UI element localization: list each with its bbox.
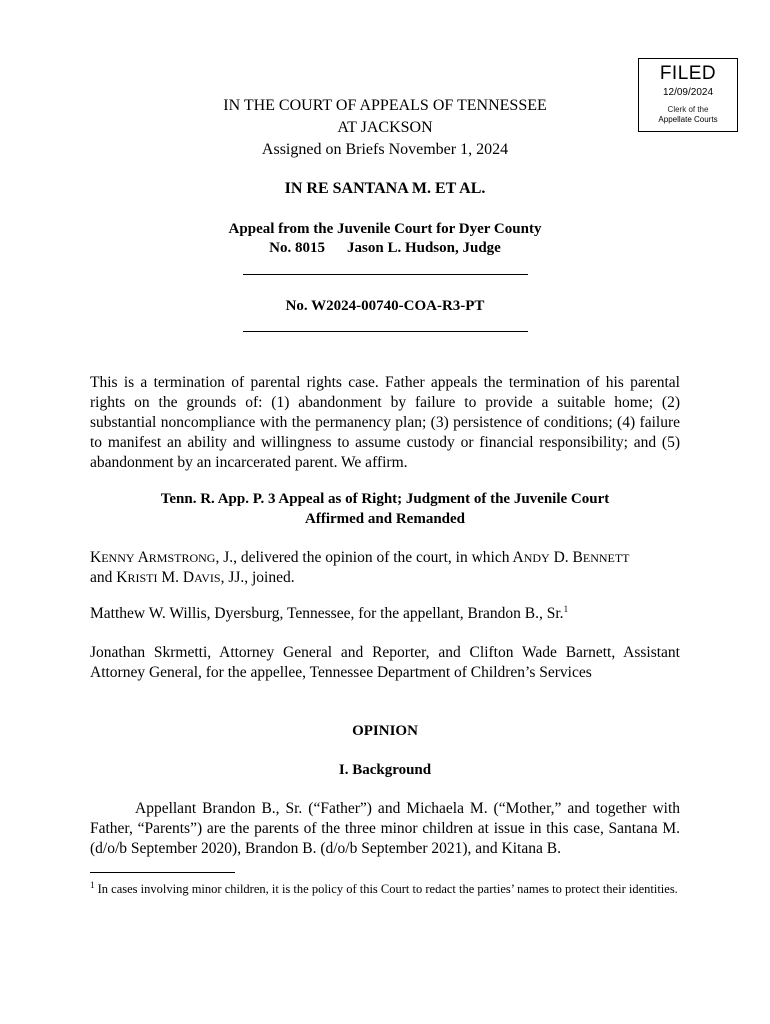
- disposition-line1: Tenn. R. App. P. 3 Appeal as of Right; Judgment of the Juvenile Court: [160, 491, 610, 507]
- footnote-number: 1: [90, 879, 95, 890]
- docket-line: [90, 238, 680, 258]
- docket-number: No. 8015: [269, 240, 326, 256]
- footnote-divider: [90, 872, 235, 873]
- filed-label: FILED: [659, 63, 717, 84]
- footnote-reference[interactable]: 1: [563, 603, 569, 614]
- counsel-appellant: Matthew W. Willis, Dyersburg, Tennessee, for the appellant, Brandon B., Sr.$^1$: [90, 603, 569, 622]
- courts-label: Appellate Courts: [658, 115, 718, 124]
- footnote-text: In cases involving minor children, it is the policy of this Court to redact the parties’ names to protect their identities.: [97, 882, 678, 896]
- clerk-label: Clerk of the: [667, 105, 709, 114]
- section-heading: I. Background: [338, 762, 432, 778]
- case-title: IN RE SANTANA M. ET AL.: [284, 180, 486, 197]
- assigned-date: Assigned on Briefs November 1, 2024: [261, 141, 509, 158]
- judge-name: Jason L. Hudson, Judge: [347, 240, 501, 256]
- footnote: [90, 881, 680, 898]
- court-name-line2: AT JACKSON: [337, 119, 433, 136]
- authorship-statement: KENNY ARMSTRONG, J., delivered the opinion of the court, in which ANDY D. BENNETT and KRISTI M. DAVIS, JJ., joined.: [90, 549, 630, 586]
- opinion-heading: OPINION: [352, 723, 418, 739]
- divider-top: [243, 274, 528, 275]
- case-number: No. W2024-00740-COA-R3-PT: [285, 298, 485, 314]
- filed-date: 12/09/2024: [662, 87, 714, 98]
- disposition-line2: Affirmed and Remanded: [305, 511, 465, 527]
- court-name-line1: IN THE COURT OF APPEALS OF TENNESSEE: [223, 97, 547, 114]
- appeal-from: Appeal from the Juvenile Court for Dyer County: [228, 221, 542, 237]
- divider-bottom: [243, 331, 528, 332]
- counsel-appellee: Jonathan Skrmetti, Attorney General and Reporter, and Clifton Wade Barnett, Assistant Attorney General, for the appellee, Tennessee Department of Children’s Services: [90, 644, 680, 681]
- background-paragraph: Appellant Brandon B., Sr. (“Father”) and Michaela M. (“Mother,” and together with Father, “Parents”) are the parents of the three minor children at issue in this case, Santana M. (d/o/b September 2020), Brandon B. (d/o/b September 2021), and Kitana B.: [90, 800, 680, 857]
- case-summary: This is a termination of parental rights case. Father appeals the termination of his parental rights on the grounds of: (1) abandonment by failure to provide a suitable home; (2) substantial noncompliance with the permanency plan; (3) persistence of conditions; (4) failure to manifest an ability and willingness to assume custody or financial responsibility; and (5) abandonment by an incarcerated parent. We affirm.: [90, 374, 680, 471]
